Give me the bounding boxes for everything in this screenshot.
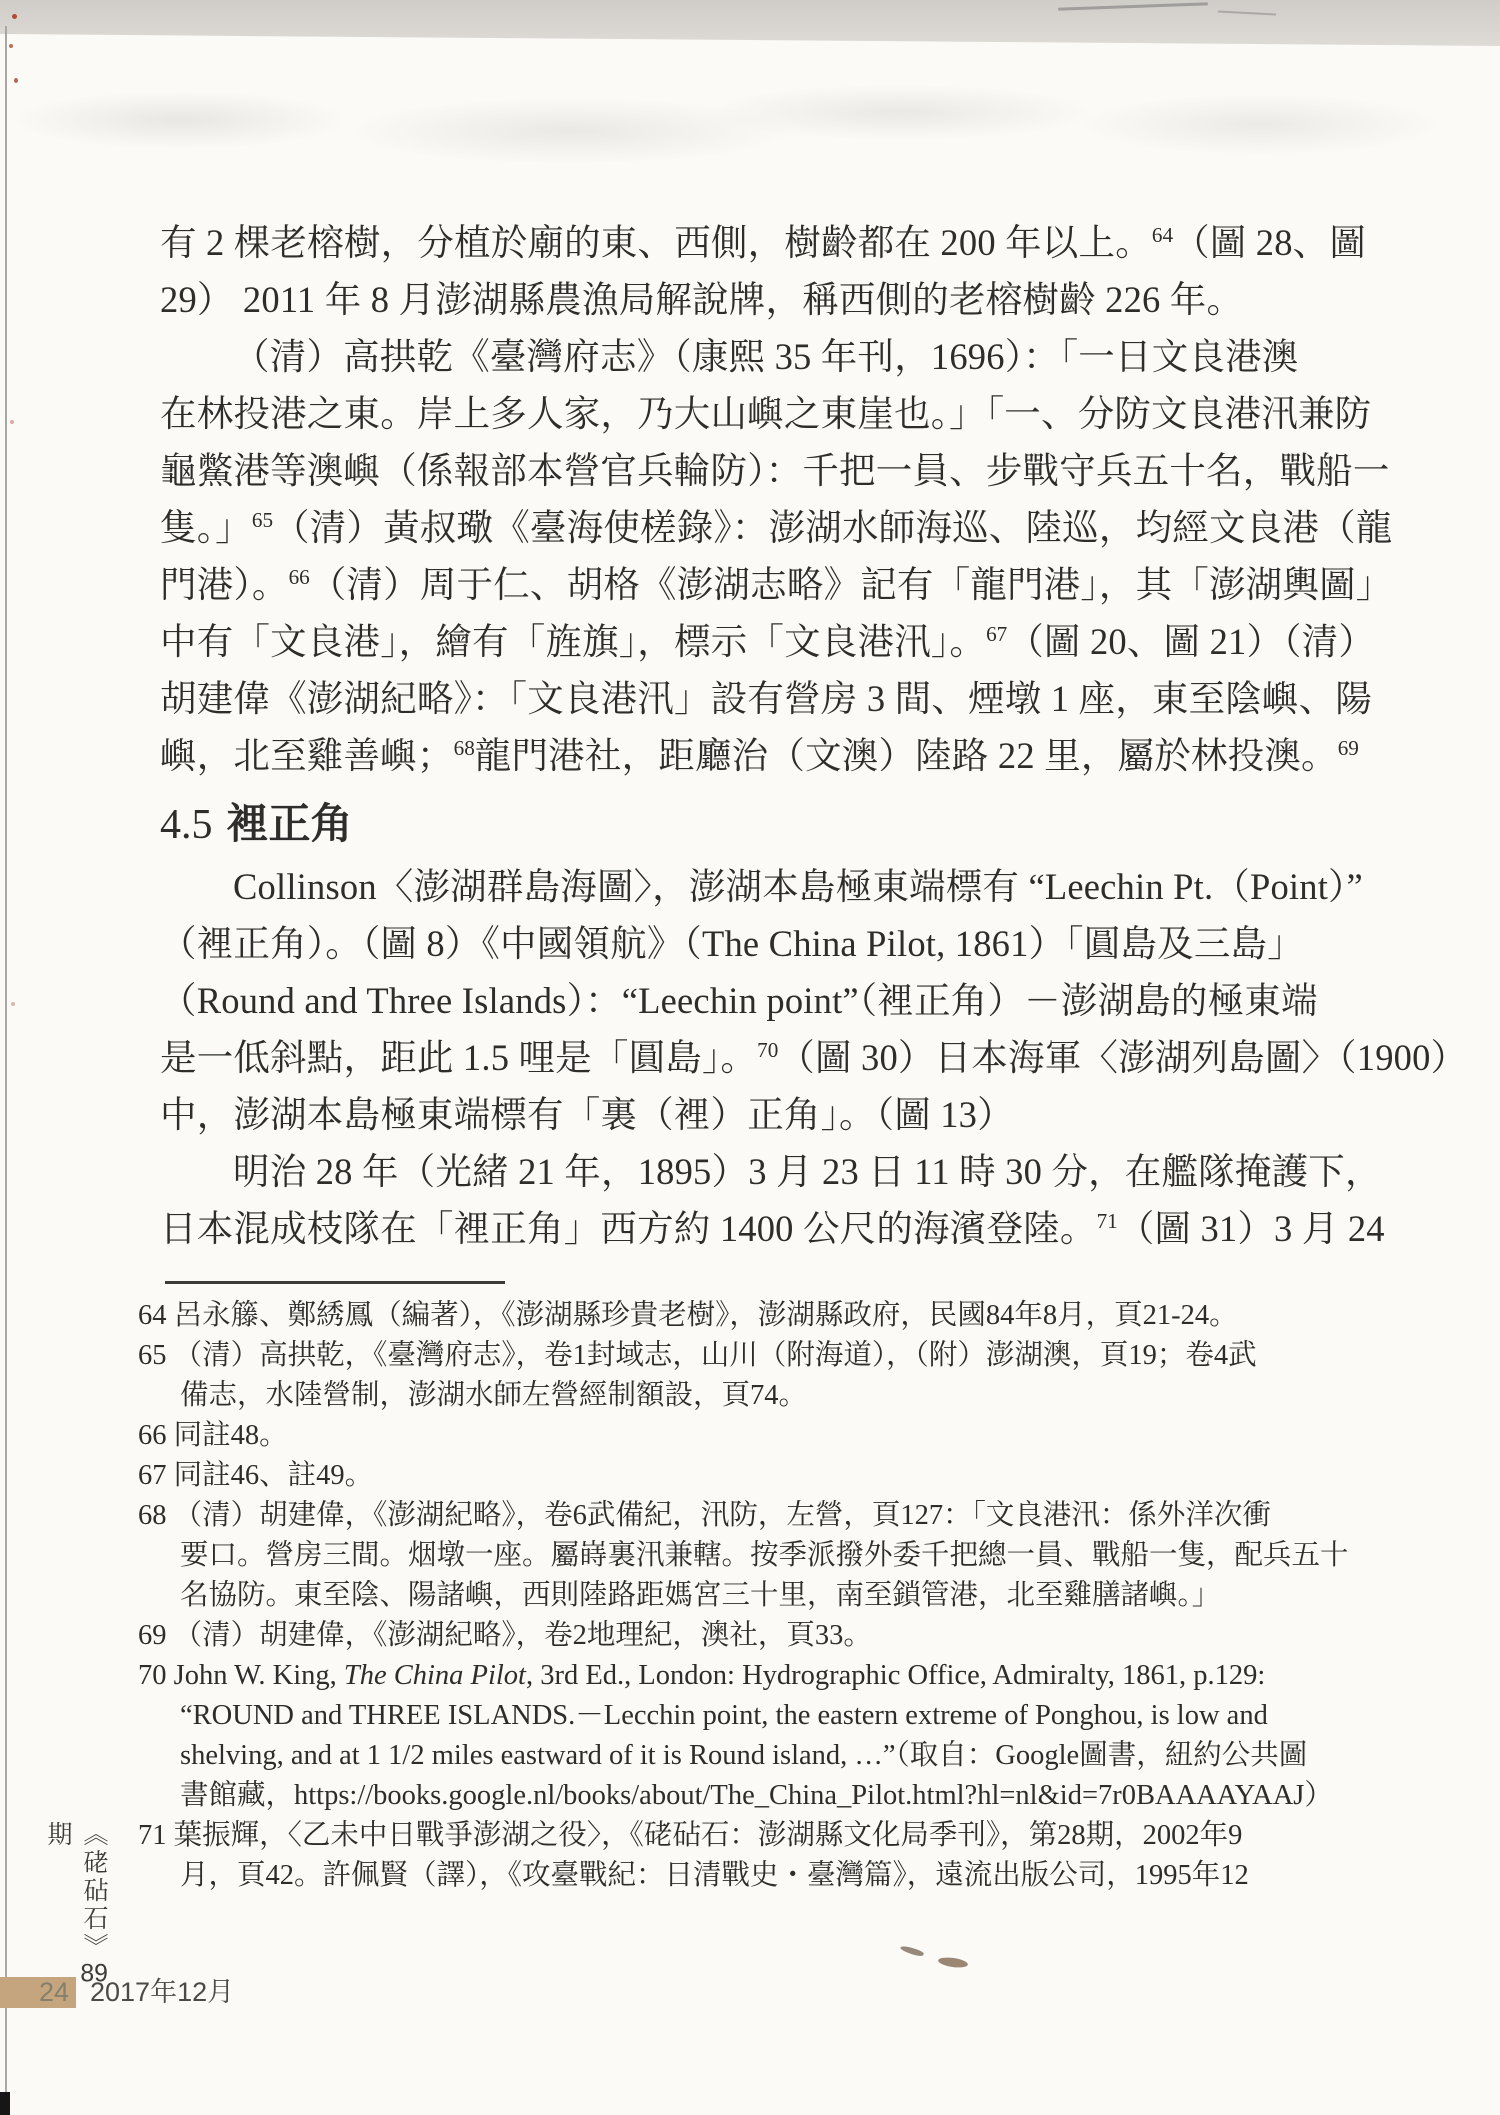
text-segment: 69 （清）胡建偉，《澎湖紀略》，卷2地理紀，澳社，頁33。 xyxy=(138,1620,872,1651)
journal-issue-number: 89 xyxy=(80,1961,108,1986)
text-segment: 龜鱉港等澳嶼（係報部本營官兵輪防）：千把一員、步戰守兵五十名，戰船一 xyxy=(160,450,1390,491)
text-line xyxy=(160,328,1405,385)
footnote-divider-rule xyxy=(165,1281,505,1284)
text-segment: （圖 30）日本海軍〈澎湖列島圖〉（1900） xyxy=(778,1037,1468,1078)
text-segment: （清）黃叔璥《臺海使槎錄》：澎湖水師海巡、陸巡，均經文良港（龍 xyxy=(273,507,1393,548)
text-segment: 龍門港社，距廳治（文澳）陸路 22 里，屬於林投澳。 xyxy=(474,735,1338,776)
text-line xyxy=(160,613,1405,670)
footnote-ref: 68 xyxy=(453,735,475,760)
text-segment: （圖 20、圖 21）（清） xyxy=(1007,621,1376,662)
scan-top-band xyxy=(0,0,1500,46)
footnote-line xyxy=(138,1416,1408,1456)
footnote-line xyxy=(138,1816,1408,1856)
footnote-ref: 64 xyxy=(1151,222,1174,247)
body-text xyxy=(160,214,1405,784)
text-segment: 書館藏，https://books.google.nl/books/about/The_China_Pilot.html?hl=nl&id=7r0BAAAAYAAJ） xyxy=(180,1780,1333,1811)
ink-speck xyxy=(11,1002,15,1006)
ink-speck xyxy=(12,14,17,19)
footnote-line xyxy=(138,1336,1408,1376)
section-title: 裡正角 xyxy=(226,802,353,848)
text-segment: 在林投港之東。岸上多人家，乃大山嶼之東崖也。」「一、分防文良港汛兼防 xyxy=(160,393,1372,434)
text-segment: 65 （清）高拱乾，《臺灣府志》，卷1封域志，山川（附海道），（附）澎湖澳，頁19；卷4武 xyxy=(138,1340,1257,1371)
footnote-line xyxy=(138,1296,1408,1336)
text-segment: 70 John W. King, xyxy=(138,1660,344,1691)
text-segment: 嶼，北至雞善嶼； xyxy=(160,735,454,776)
text-line xyxy=(160,214,1405,271)
footnote-ref: 67 xyxy=(986,621,1008,646)
text-segment: （圖 28、圖 xyxy=(1173,222,1367,263)
text-segment: 29） 2011 年 8 月澎湖縣農漁局解說牌，稱西側的老榕樹齡 226 年。 xyxy=(160,279,1244,320)
text-segment: 66 同註48。 xyxy=(138,1420,288,1451)
text-segment: （Round and Three Islands）：“Leechin point”（裡正角）－澎湖島的極東端 xyxy=(160,980,1318,1021)
text-segment: , 3rd Ed., London: Hydrographic Office, Admiralty, 1861, p.129: xyxy=(525,1660,1266,1691)
ink-smudge xyxy=(938,1956,969,1969)
page-number: 24 xyxy=(38,1977,69,2007)
text-segment: shelving, and at 1 1/2 miles eastward of it is Round island, …”（取自：Google圖書，紐約公共圖 xyxy=(180,1740,1308,1771)
footnote-ref: 65 xyxy=(251,507,274,532)
text-line xyxy=(160,1029,1468,1086)
text-segment: 門港）。 xyxy=(160,564,289,605)
scan-corner-mark xyxy=(0,2092,10,2115)
footnote-line xyxy=(138,1376,1408,1416)
footnote-line xyxy=(138,1536,1408,1576)
footnotes xyxy=(138,1296,1408,1896)
text-line xyxy=(160,858,1405,915)
footnote-line xyxy=(138,1696,1408,1736)
text-segment: 隻。」 xyxy=(160,507,252,548)
footnote-ref: 66 xyxy=(288,564,310,589)
text-segment: 明治 28 年（光緒 21 年，1895）3 月 23 日 11 時 30 分，在艦隊掩護下， xyxy=(233,1151,1382,1192)
italic-text: The China Pilot xyxy=(343,1660,526,1691)
text-segment: 67 同註46、註49。 xyxy=(138,1460,374,1491)
page-number-badge xyxy=(0,1977,76,2008)
text-line xyxy=(160,499,1405,556)
footnote-ref: 71 xyxy=(1096,1208,1118,1233)
text-line xyxy=(160,915,1405,972)
scan-bleedthrough-texture xyxy=(0,52,1500,162)
text-segment: 是一低斜點，距此 1.5 哩是「圓島」。 xyxy=(160,1037,758,1078)
ink-speck xyxy=(9,44,13,48)
footnote-line xyxy=(138,1776,1408,1816)
text-line xyxy=(160,271,1405,328)
footnote-line xyxy=(138,1456,1408,1496)
section-number: 4.5 xyxy=(160,802,213,848)
journal-name: ︽硓砧石︾ xyxy=(80,1821,108,1961)
section-body-text xyxy=(160,858,1468,1257)
text-segment: 中，澎湖本島極東端標有「裏（裡）正角」。（圖 13） xyxy=(160,1094,1014,1135)
text-line xyxy=(160,670,1405,727)
ink-speck xyxy=(10,420,14,424)
text-line xyxy=(160,1200,1405,1257)
text-segment: Collinson〈澎湖群島海圖〉，澎湖本島極東端標有 “Leechin Pt.（Point）” xyxy=(233,866,1363,907)
text-segment: 有 2 棵老榕樹，分植於廟的東、西側，樹齡都在 200 年以上。 xyxy=(160,222,1152,263)
text-segment: 名協防。東至陰、陽諸嶼，西則陸路距媽宮三十里，南至鎖管港，北至雞膳諸嶼。」 xyxy=(180,1580,1221,1611)
text-line xyxy=(160,1143,1405,1200)
text-segment: 要口。營房三間。烟墩一座。屬嵵裏汛兼轄。按季派撥外委千把總一員、戰船一隻，配兵五十 xyxy=(180,1540,1349,1571)
ink-speck xyxy=(14,78,18,83)
text-line xyxy=(160,442,1405,499)
issue-date: 2017年12月 xyxy=(90,1977,235,2007)
text-segment: 71 葉振輝，〈乙未中日戰爭澎湖之役〉，《硓砧石：澎湖縣文化局季刊》，第28期，2002年9 xyxy=(138,1820,1243,1851)
scan-edge-line xyxy=(5,26,7,2115)
text-segment: 備志，水陸營制，澎湖水師左營經制額設，頁74。 xyxy=(180,1380,808,1411)
text-segment: （清）高拱乾《臺灣府志》（康熙 35 年刊，1696）：「一日文良港澳 xyxy=(233,336,1299,377)
section-heading xyxy=(160,797,353,853)
text-line xyxy=(160,727,1405,784)
text-line xyxy=(160,1086,1405,1143)
text-segment: 中有「文良港」，繪有「旌旗」，標示「文良港汛」。 xyxy=(160,621,987,662)
text-line xyxy=(160,972,1405,1029)
footnote-line xyxy=(138,1656,1408,1696)
text-segment: （圖 31）3 月 24 xyxy=(1117,1208,1385,1249)
ink-smudge xyxy=(900,1944,925,1957)
text-line xyxy=(160,556,1405,613)
text-segment: 68 （清）胡建偉，《澎湖紀略》，卷6武備紀，汛防，左營，頁127：「文良港汛：係外洋次衝 xyxy=(138,1500,1271,1531)
footnote-line xyxy=(138,1856,1408,1896)
journal-issue-suffix: 期 xyxy=(44,1821,72,1849)
text-segment: 月，頁42。許佩賢（譯），《攻臺戰紀：日清戰史・臺灣篇》，遠流出版公司，1995年12 xyxy=(180,1860,1249,1891)
journal-title-vertical xyxy=(40,1821,112,1996)
footnote-line xyxy=(138,1616,1408,1656)
footnote-line xyxy=(138,1736,1408,1776)
text-segment: 日本混成枝隊在「裡正角」西方約 1400 公尺的海濱登陸。 xyxy=(160,1208,1097,1249)
text-segment: 64 呂永籐、鄭綉鳳（編著），《澎湖縣珍貴老樹》，澎湖縣政府，民國84年8月，頁21-24。 xyxy=(138,1300,1238,1331)
text-segment: “ROUND and THREE ISLANDS.－Lecchin point, the eastern extreme of Ponghou, is low and xyxy=(180,1700,1268,1731)
text-segment: （裡正角）。（圖 8）《中國領航》（The China Pilot, 1861）「圓島及三島」 xyxy=(160,923,1304,964)
text-line xyxy=(160,385,1405,442)
footnote-line xyxy=(138,1496,1408,1536)
footnote-ref: 69 xyxy=(1337,735,1359,760)
text-segment: （清）周于仁、胡格《澎湖志略》記有「龍門港」，其「澎湖輿圖」 xyxy=(309,564,1393,605)
footnote-ref: 70 xyxy=(757,1037,779,1062)
text-segment: 胡建偉《澎湖紀略》：「文良港汛」設有營房 3 間、煙墩 1 座，東至陰嶼、陽 xyxy=(160,678,1373,719)
footnote-line xyxy=(138,1576,1408,1616)
